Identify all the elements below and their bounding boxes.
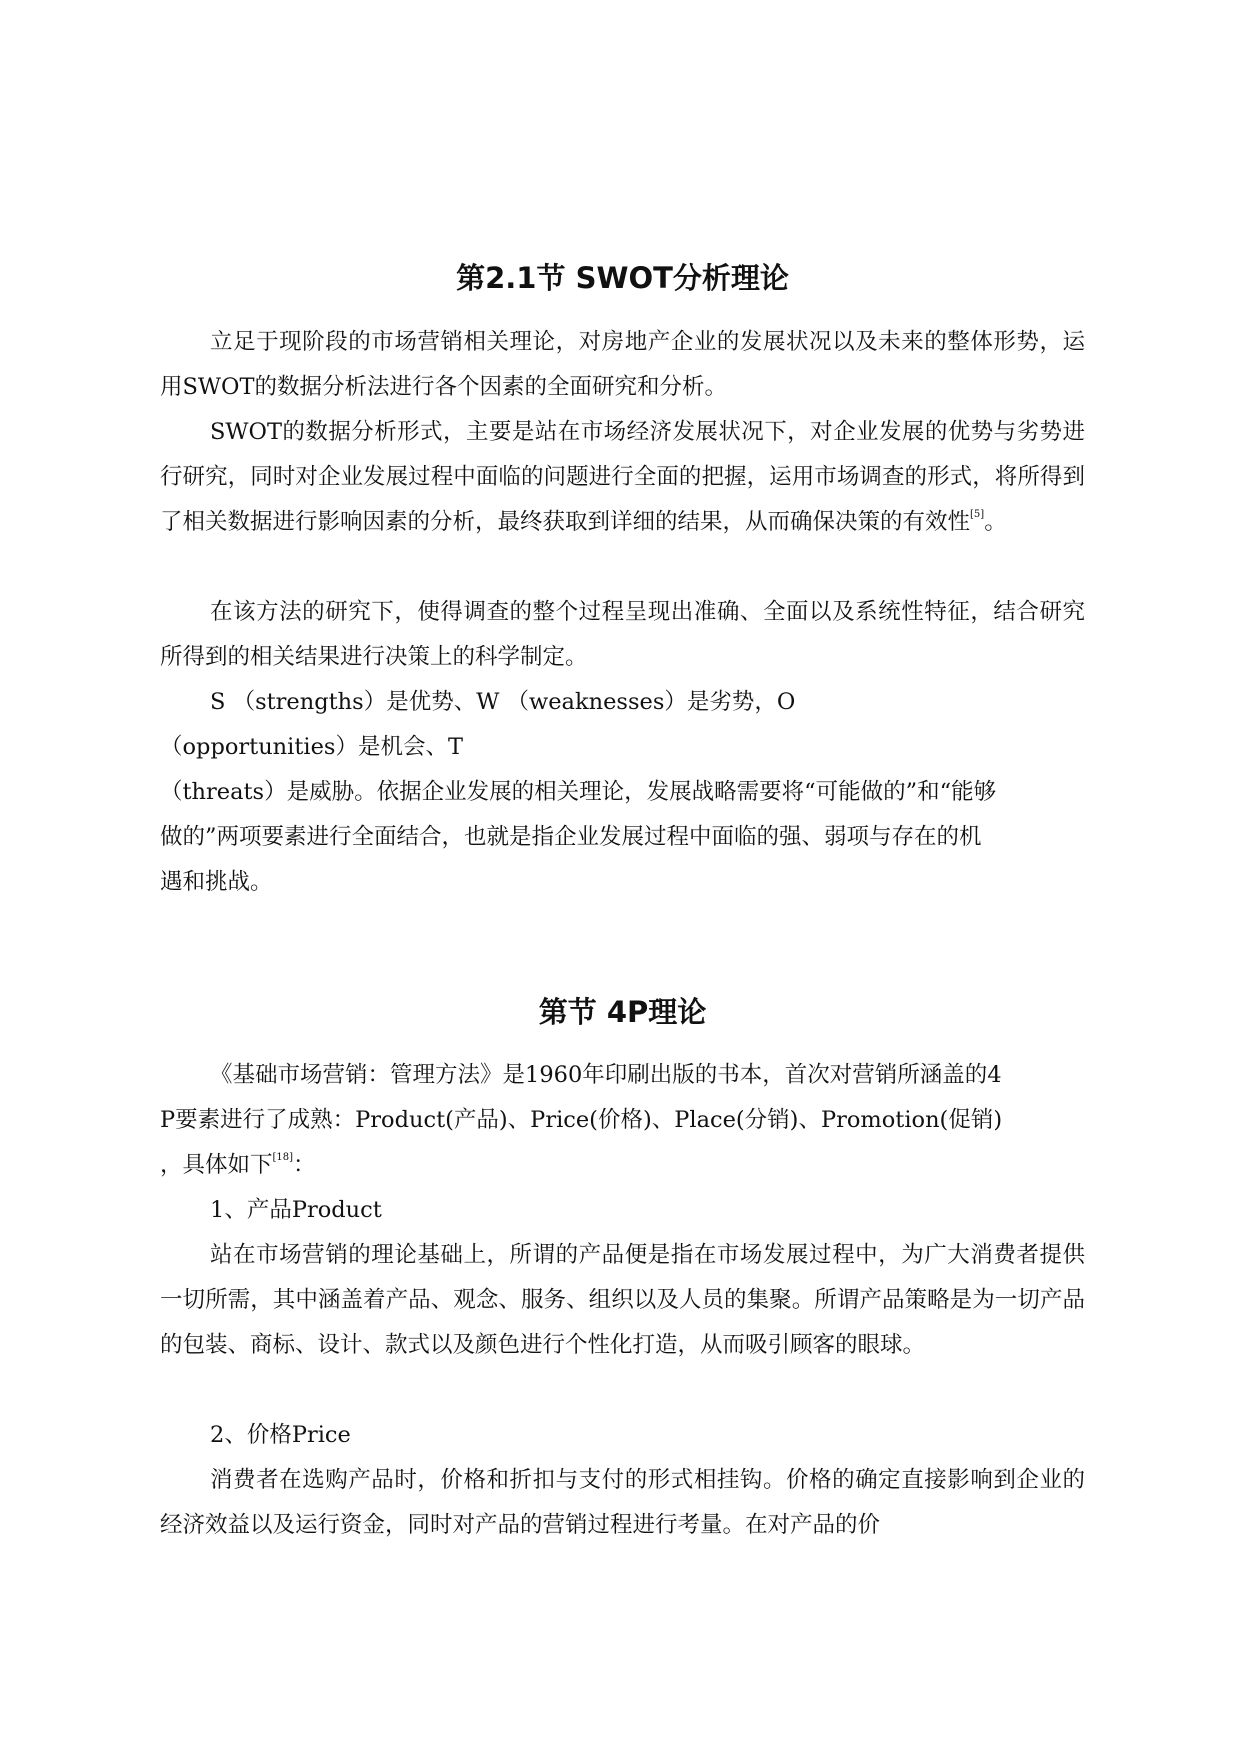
4p-intro-line	[160, 1143, 1085, 1188]
swot-definition-line: 遇和挑战。	[160, 869, 273, 895]
swot-definition-line: S （strengths）是优势、W （weaknesses）是劣势，O	[210, 689, 796, 715]
citation-ref-18: [18]	[272, 1152, 294, 1163]
paragraph-swot-analysis	[160, 410, 1085, 545]
4p-intro-line-text: ，具体如下	[160, 1152, 273, 1178]
section-title-swot: 第2.1节 SWOT分析理论	[456, 261, 789, 295]
item-heading-price: 2、价格Price	[210, 1422, 351, 1448]
item-heading-product: 1、产品Product	[210, 1197, 382, 1223]
paragraph-swot-definition	[160, 680, 1085, 905]
4p-intro-line: 《基础市场营销：管理方法》是1960年印刷出版的书本，首次对营销所涵盖的4	[210, 1062, 1002, 1088]
swot-definition-line: （threats）是威胁。依据企业发展的相关理论，发展战略需要将“可能做的”和“能够	[160, 779, 997, 805]
section-title-4p: 第节 4P理论	[538, 995, 707, 1029]
swot-definition-line: （opportunities）是机会、T	[160, 734, 463, 760]
paragraph-product: 站在市场营销的理论基础上，所谓的产品便是指在市场发展过程中，为广大消费者提供一切所需，其中涵盖着产品、观念、服务、组织以及人员的集聚。所谓产品策略是为一切产品的包装、商标、设计、款式以及颜色进行个性化打造，从而吸引顾客的眼球。	[160, 1242, 1085, 1358]
citation-ref-5: [5]	[970, 509, 985, 520]
4p-intro-line: P要素进行了成熟：Product(产品)、Price(价格)、Place(分销)、Promotion(促销)	[160, 1107, 1003, 1133]
paragraph-swot-analysis-end: 。	[984, 509, 1007, 535]
document-page	[160, 0, 1085, 1754]
paragraph-swot-intro: 立足于现阶段的市场营销相关理论，对房地产企业的发展状况以及未来的整体形势，运用SWOT的数据分析法进行各个因素的全面研究和分析。	[160, 329, 1085, 400]
paragraph-swot-analysis-text: SWOT的数据分析形式，主要是站在市场经济发展状况下，对企业发展的优势与劣势进行研究，同时对企业发展过程中面临的问题进行全面的把握，运用市场调查的形式，将所得到了相关数据进行影响因素的分析，最终获取到详细的结果，从而确保决策的有效性	[160, 419, 1085, 535]
paragraph-swot-method: 在该方法的研究下，使得调查的整个过程呈现出准确、全面以及系统性特征，结合研究所得到的相关结果进行决策上的科学制定。	[160, 599, 1085, 670]
swot-definition-line: 做的”两项要素进行全面结合，也就是指企业发展过程中面临的强、弱项与存在的机	[160, 824, 982, 850]
4p-intro-line-end: ：	[293, 1152, 316, 1178]
paragraph-4p-intro	[160, 1053, 1085, 1188]
paragraph-price: 消费者在选购产品时，价格和折扣与支付的形式相挂钩。价格的确定直接影响到企业的经济效益以及运行资金，同时对产品的营销过程进行考量。在对产品的价	[160, 1467, 1085, 1538]
